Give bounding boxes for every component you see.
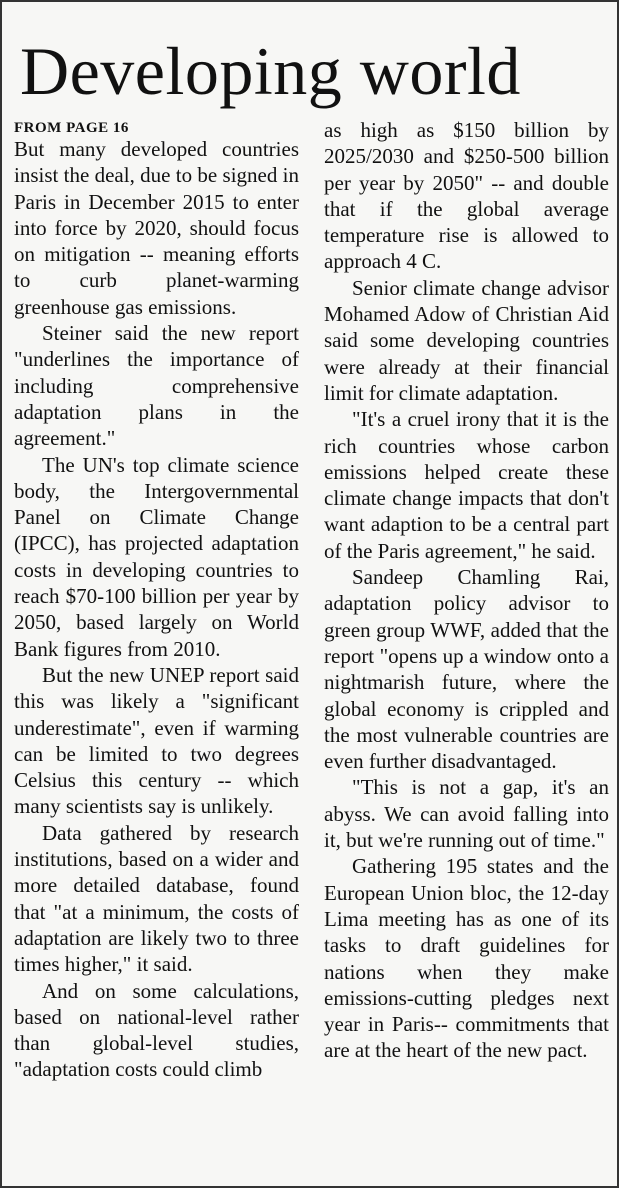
right-paragraph: "It's a cruel irony that it is the rich countries whose carbon emissions helped create these climate change impacts that don't want adaption to be a central part of the Paris agreement," he said. bbox=[324, 407, 609, 563]
left-paragraph: But many developed countries insist the deal, due to be signed in Paris in December 2015 to enter into force by 2020, should focus on mitigation -- meaning efforts to curb planet-warming greenhouse gas emissions. bbox=[14, 137, 299, 319]
right-paragraph: Gathering 195 states and the European Union bloc, the 12-day Lima meeting has as one of its tasks to draft guidelines for nations when they make emissions-cutting pledges next year in Paris-- commitments that are at the heart of the new pact. bbox=[324, 854, 609, 1063]
continuation-kicker: FROM PAGE 16 bbox=[14, 120, 129, 136]
right-paragraph: "This is not a gap, it's an abyss. We can avoid falling into it, but we're running out of time." bbox=[324, 775, 609, 853]
left-paragraph: And on some calculations, based on national-level rather than global-level studies, "adaptation costs could climb bbox=[14, 978, 299, 1082]
left-paragraph: Steiner said the new report "underlines the importance of including comprehensive adaptation plans in the agreement." bbox=[14, 321, 299, 451]
right-paragraph: Senior climate change advisor Mohamed Adow of Christian Aid said some developing countries were already at their financial limit for climate adaptation. bbox=[324, 275, 609, 405]
left-column bbox=[14, 117, 299, 1083]
left-paragraph: Data gathered by research institutions, based on a wider and more detailed database, found that "at a minimum, the costs of adaptation are likely two to three times higher," it said. bbox=[14, 820, 299, 977]
left-paragraph: The UN's top climate science body, the Intergovernmental Panel on Climate Change (IPCC), has projected adaptation costs in developing countries to reach $70-100 billion per year by 2050, based largely on World Bank figures from 2010. bbox=[14, 452, 299, 661]
left-paragraph: But the new UNEP report said this was likely a "significant underestimate", even if warming can be limited to two degrees Celsius this century -- which many scientists say is unlikely. bbox=[14, 662, 299, 819]
right-column bbox=[324, 117, 609, 1064]
headline: Developing world bbox=[20, 33, 521, 109]
right-paragraph: as high as $150 billion by 2025/2030 and $250-500 billion per year by 2050" -- and double that if the global average temperature rise is allowed to approach 4 C. bbox=[324, 118, 609, 274]
right-paragraph: Sandeep Chamling Rai, adaptation policy advisor to green group WWF, added that the report "opens up a window onto a nightmarish future, where the global economy is crippled and the most vulnerable countries are even further disadvantaged. bbox=[324, 565, 609, 774]
